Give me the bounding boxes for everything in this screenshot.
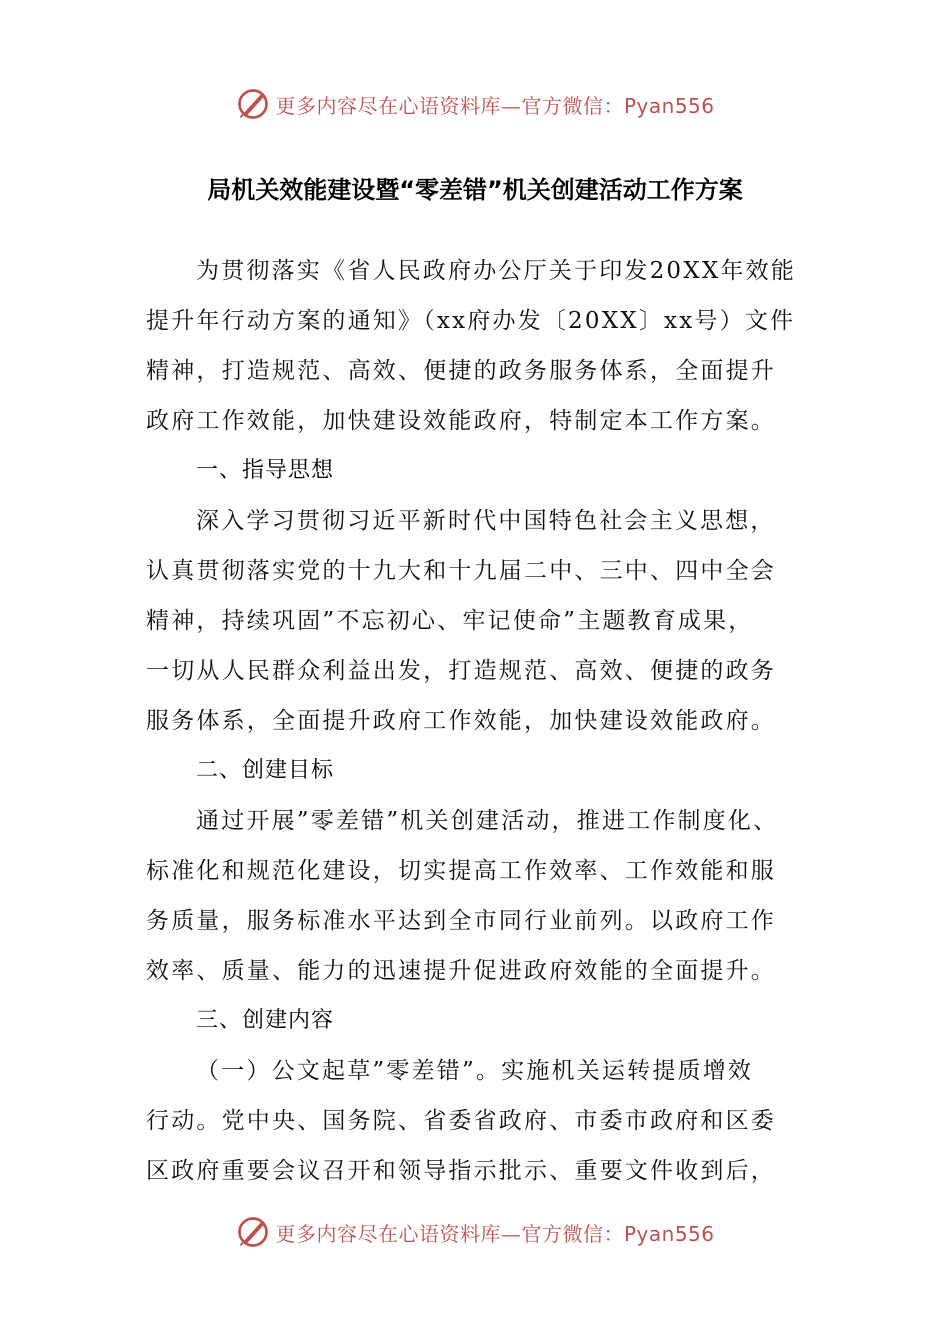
paragraph-line: 提升年行动方案的通知》（xx府办发〔20XX〕xx号）文件	[146, 308, 796, 334]
watermark-wechat-id: Pyan556	[623, 93, 715, 118]
paragraph-line: （一）公文起草”零差错”。实施机关运转提质增效	[196, 1058, 754, 1084]
paragraph-line: 效率、质量、能力的迅速提升促进政府效能的全面提升。	[146, 958, 776, 984]
paragraph-line: 政府工作效能，加快建设效能政府，特制定本工作方案。	[146, 408, 776, 434]
paragraph-line: 精神，打造规范、高效、便捷的政务服务体系，全面提升	[146, 358, 776, 384]
quill-seal-icon	[235, 1214, 271, 1250]
paragraph-line: 区政府重要会议召开和领导指示批示、重要文件收到后，	[146, 1158, 776, 1184]
paragraph-line: 务质量，服务标准水平达到全市同行业前列。以政府工作	[146, 908, 776, 934]
header-watermark	[0, 84, 950, 124]
watermark-text: 更多内容尽在心语资料库—官方微信：Pyan556	[275, 1221, 715, 1246]
paragraph-line: 通过开展”零差错”机关创建活动，推进工作制度化、	[196, 808, 779, 834]
section-heading-guiding-thought: 一、指导思想	[196, 458, 335, 483]
footer-watermark	[0, 1212, 950, 1252]
paragraph-line: 认真贯彻落实党的十九大和十九届二中、三中、四中全会	[146, 558, 776, 584]
watermark-wechat-id: Pyan556	[623, 1221, 715, 1246]
watermark-text: 更多内容尽在心语资料库—官方微信：Pyan556	[275, 93, 715, 118]
paragraph-line: 标准化和规范化建设，切实提高工作效率、工作效能和服	[146, 858, 776, 884]
paragraph-line: 服务体系，全面提升政府工作效能，加快建设效能政府。	[146, 708, 776, 734]
paragraph-line: 为贯彻落实《省人民政府办公厅关于印发20XX年效能	[196, 258, 797, 284]
paragraph-line: 行动。党中央、国务院、省委省政府、市委市政府和区委	[146, 1108, 776, 1134]
paragraph-line: 一切从人民群众利益出发，打造规范、高效、便捷的政务	[146, 658, 776, 684]
paragraph-line: 精神，持续巩固”不忘初心、牢记使命”主题教育成果，	[146, 608, 754, 634]
section-heading-goals: 二、创建目标	[196, 758, 335, 783]
section-heading-content: 三、创建内容	[196, 1008, 335, 1033]
paragraph-line: 深入学习贯彻习近平新时代中国特色社会主义思想，	[196, 508, 776, 534]
document-body	[146, 246, 816, 1196]
quill-seal-icon	[235, 86, 271, 122]
document-title: 局机关效能建设暨“零差错”机关创建活动工作方案	[207, 176, 743, 204]
